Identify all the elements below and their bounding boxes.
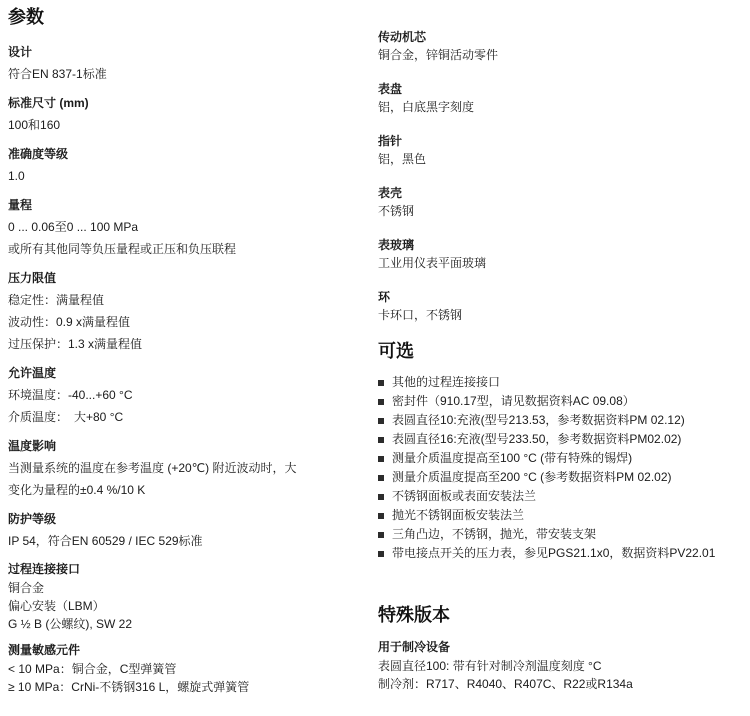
page-title: 参数 (8, 7, 44, 27)
bullet-square-icon (378, 399, 384, 405)
list-item-text: 密封件（910.17型，请见数据资料AC 09.08） (392, 394, 635, 408)
section-line: 1.0 (8, 169, 25, 183)
list-item-text: 不锈钢面板或表面安装法兰 (392, 489, 537, 503)
section-title: 量程 (8, 198, 33, 212)
list-item (378, 373, 742, 392)
list-item (378, 468, 742, 487)
list-item-text: 测量介质温度提高至200 °C (参考数据资料PM 02.02) (392, 470, 672, 484)
list-item (378, 506, 742, 525)
spec-title: 表盘 (378, 82, 403, 96)
spec-title: 表壳 (378, 186, 403, 200)
section-accuracy (8, 143, 376, 187)
bullet-square-icon (378, 494, 384, 500)
list-item-text: 表圆直径10:充液(型号213.53，参考数据资料PM 02.12) (392, 413, 685, 427)
section-pressure-limits (8, 267, 376, 355)
section-permissible-temperature (8, 362, 376, 428)
section-pressure-element (8, 640, 376, 696)
section-title: 测量敏感元件 (8, 643, 81, 657)
section-line: 100和160 (8, 118, 61, 132)
special-versions-section (378, 638, 742, 693)
section-title: 标准尺寸 (mm) (8, 96, 89, 110)
section-line: 0 ... 0.06至0 ... 100 MPa (8, 220, 139, 234)
section-line: G ½ B (公螺纹), SW 22 (8, 617, 133, 631)
section-ingress-protection (8, 508, 376, 552)
section-title: 防护等级 (8, 512, 57, 526)
spec-line: 铝，白底黑字刻度 (378, 100, 475, 114)
spec-case (378, 184, 742, 220)
list-item-text: 三角凸边，不锈钢，抛光，带安装支架 (392, 527, 597, 541)
section-title: 允许温度 (8, 366, 57, 380)
section-title: 准确度等级 (8, 147, 69, 161)
special-subtitle: 用于制冷设备 (378, 640, 451, 654)
list-item-text: 表圆直径16:充液(型号233.50，参考数据资料PM02.02) (392, 432, 682, 446)
list-item-text: 其他的过程连接接口 (392, 375, 501, 389)
spec-ring (378, 288, 742, 324)
list-item-text: 测量介质温度提高至100 °C (带有特殊的锡焊) (392, 451, 633, 465)
spec-movement (378, 28, 742, 64)
bullet-square-icon (378, 456, 384, 462)
bullet-square-icon (378, 380, 384, 386)
spec-window (378, 236, 742, 272)
bullet-square-icon (378, 437, 384, 443)
spec-pointer (378, 132, 742, 168)
section-line: 或所有其他同等负压量程或正压和负压联程 (8, 242, 237, 256)
spec-line: 铝，黑色 (378, 152, 427, 166)
spec-title: 指针 (378, 134, 403, 148)
section-line: IP 54，符合EN 60529 / IEC 529标准 (8, 534, 203, 548)
section-title: 温度影响 (8, 439, 57, 453)
section-line: 变化为量程的±0.4 %/10 K (8, 483, 146, 497)
bullet-square-icon (378, 475, 384, 481)
spec-title: 传动机芯 (378, 30, 427, 44)
section-line: 当测量系统的温度在参考温度 (+20℃) 附近波动时，大 (8, 461, 297, 475)
section-line: 环境温度：-40...+60 °C (8, 388, 133, 402)
spec-line: 铜合金，锌铜活动零件 (378, 48, 499, 62)
bullet-square-icon (378, 513, 384, 519)
list-item (378, 525, 742, 544)
section-line: 铜合金 (8, 581, 45, 595)
bullet-square-icon (378, 418, 384, 424)
left-column (8, 6, 376, 703)
section-line: < 10 MPa：铜合金，C型弹簧管 (8, 662, 177, 676)
list-item (378, 411, 742, 430)
section-line: 介质温度： 大+80 °C (8, 410, 124, 424)
right-column (376, 6, 742, 703)
special-versions-heading: 特殊版本 (378, 605, 450, 625)
section-title: 过程连接接口 (8, 562, 81, 576)
spec-line: 卡环口，不锈钢 (378, 308, 463, 322)
list-item (378, 544, 742, 563)
list-item (378, 430, 742, 449)
section-line: ≥ 10 MPa：CrNi-不锈钢316 L，螺旋式弹簧管 (8, 680, 250, 694)
spec-line: 不锈钢 (378, 204, 415, 218)
section-process-connection (8, 559, 376, 633)
spec-dial (378, 80, 742, 116)
spec-title: 表玻璃 (378, 238, 415, 252)
section-title: 压力限值 (8, 271, 57, 285)
section-range (8, 194, 376, 260)
section-line: 符合EN 837-1标准 (8, 67, 107, 81)
optional-list (378, 373, 742, 563)
list-item (378, 449, 742, 468)
section-line: 过压保护：1.3 x满量程值 (8, 337, 143, 351)
spec-title: 环 (378, 290, 391, 304)
list-item (378, 487, 742, 506)
section-temperature-effect (8, 435, 376, 501)
list-item-text: 带电接点开关的压力表，参见PGS21.1x0，数据资料PV22.01 (392, 546, 716, 560)
bullet-square-icon (378, 532, 384, 538)
bullet-square-icon (378, 551, 384, 557)
list-item (378, 392, 742, 411)
special-line: 表圆直径100: 带有针对制冷剂温度刻度 °C (378, 659, 602, 673)
spec-line: 工业用仪表平面玻璃 (378, 256, 487, 270)
section-title: 设计 (8, 45, 33, 59)
special-line: 制冷剂：R717、R4040、R407C、R22或R134a (378, 677, 633, 691)
section-line: 偏心安装（LBM） (8, 599, 105, 613)
section-design (8, 41, 376, 85)
section-line: 稳定性：满量程值 (8, 293, 105, 307)
optional-heading: 可选 (378, 341, 414, 361)
list-item-text: 抛光不锈钢面板安装法兰 (392, 508, 525, 522)
section-line: 波动性：0.9 x满量程值 (8, 315, 131, 329)
section-nominal-size (8, 92, 376, 136)
